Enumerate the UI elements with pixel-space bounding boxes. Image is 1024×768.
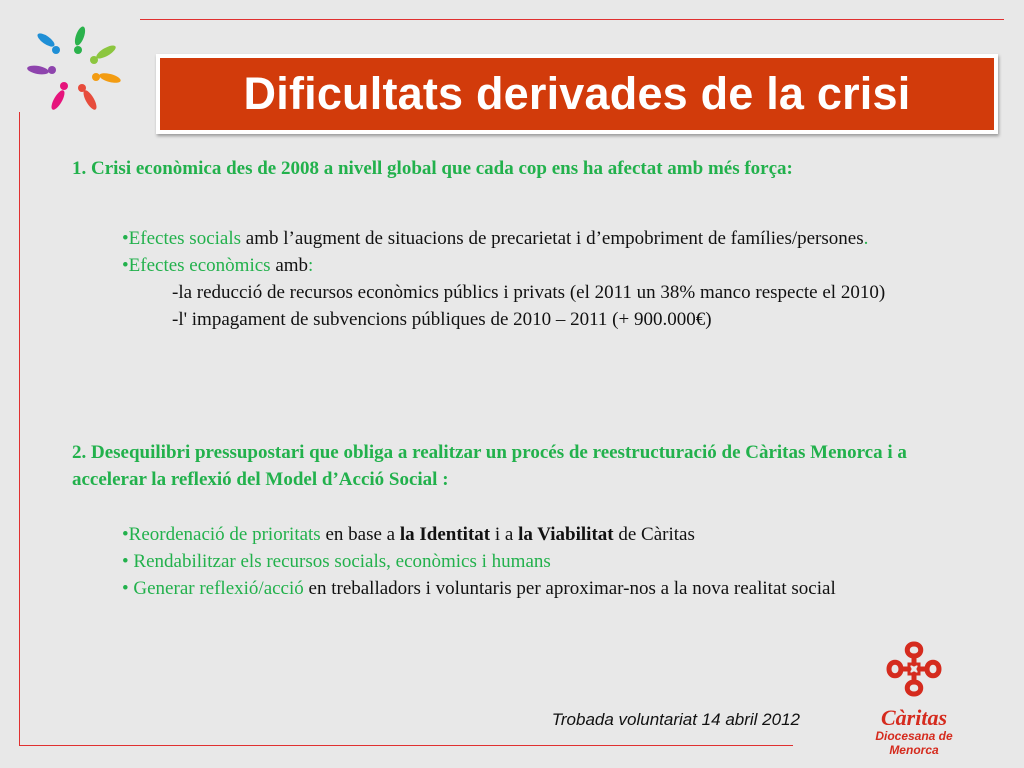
bullet-label: Efectes econòmics bbox=[128, 255, 271, 276]
section2-bullets bbox=[122, 521, 942, 602]
people-circle-logo bbox=[18, 22, 128, 114]
bullet-economic-effects bbox=[122, 252, 922, 279]
subitem-subsidy-nonpayment: -l' impagament de subvencions públiques de 2010 – 2011 (+ 900.000€) bbox=[172, 309, 712, 330]
bullet-label: Reordenació de prioritats bbox=[128, 524, 321, 545]
footer-text: Trobada voluntariat 14 abril 2012 bbox=[551, 710, 800, 729]
figure-red bbox=[78, 84, 99, 112]
bullet-marker: • bbox=[122, 228, 129, 249]
bullet-marker: • bbox=[122, 255, 129, 276]
bullet-text: en base a bbox=[320, 524, 400, 545]
slide-title: Dificultats derivades de la crisi bbox=[160, 58, 994, 130]
section1-heading: 1. Crisi econòmica des de 2008 a nivell global que cada cop ens ha afectat amb més força: bbox=[72, 158, 793, 179]
figure-green bbox=[73, 25, 87, 54]
bold-identity: la Identitat bbox=[399, 524, 491, 545]
caritas-cross-icon bbox=[883, 638, 945, 700]
bold-viability: la Viabilitat bbox=[518, 524, 614, 545]
bullet-marker: • bbox=[122, 551, 134, 572]
bullet-text: en treballadors i voluntaris per aproximar-nos a la nova realitat social bbox=[303, 578, 836, 599]
figure-magenta bbox=[49, 82, 68, 112]
subitem-resource-reduction: -la reducció de recursos econòmics públics i privats (el 2011 un 38% manco respecte el 2010) bbox=[172, 282, 886, 303]
bullet-end: : bbox=[308, 255, 314, 276]
bullet-label: Generar reflexió/acció bbox=[133, 578, 304, 599]
bullet-text: de Càritas bbox=[613, 524, 695, 545]
caritas-subtitle-2: Menorca bbox=[889, 743, 939, 757]
bullet-text: amb l’augment de situacions de precarietat i d’empobriment de famílies/persones bbox=[241, 228, 864, 249]
bullet-social-effects bbox=[122, 225, 922, 252]
left-rule bbox=[19, 112, 20, 746]
figure-blue bbox=[36, 31, 60, 54]
bullet-reorder-priorities bbox=[122, 521, 942, 548]
caritas-name: Càritas bbox=[880, 705, 948, 730]
figure-lime bbox=[90, 43, 118, 64]
section1-bullets bbox=[122, 225, 922, 333]
bullet-marker: • bbox=[122, 578, 134, 599]
caritas-subtitle-1: Diocesana de bbox=[875, 729, 953, 743]
bullet-label: Efectes socials bbox=[128, 228, 242, 249]
section2-heading: 2. Desequilibri pressupostari que obliga a realitzar un procés de reestructuració de Càritas Menorca i a accelerar la reflexió del Model d’Acció Social : bbox=[72, 442, 907, 490]
bullet-resource-profitability bbox=[122, 548, 942, 575]
bullet-generate-reflection bbox=[122, 575, 942, 602]
top-rule bbox=[140, 19, 1004, 20]
bullet-text: i a bbox=[490, 524, 519, 545]
bullet-end: . bbox=[863, 228, 869, 249]
bottom-rule bbox=[19, 745, 793, 746]
figure-orange bbox=[92, 71, 122, 84]
figure-purple bbox=[26, 64, 56, 76]
bullet-label: Rendabilitzar els recursos socials, econòmics i humans bbox=[133, 551, 551, 572]
bullet-marker: • bbox=[122, 524, 129, 545]
title-banner bbox=[156, 54, 998, 134]
bullet-text: amb bbox=[270, 255, 309, 276]
caritas-logo bbox=[852, 638, 976, 760]
